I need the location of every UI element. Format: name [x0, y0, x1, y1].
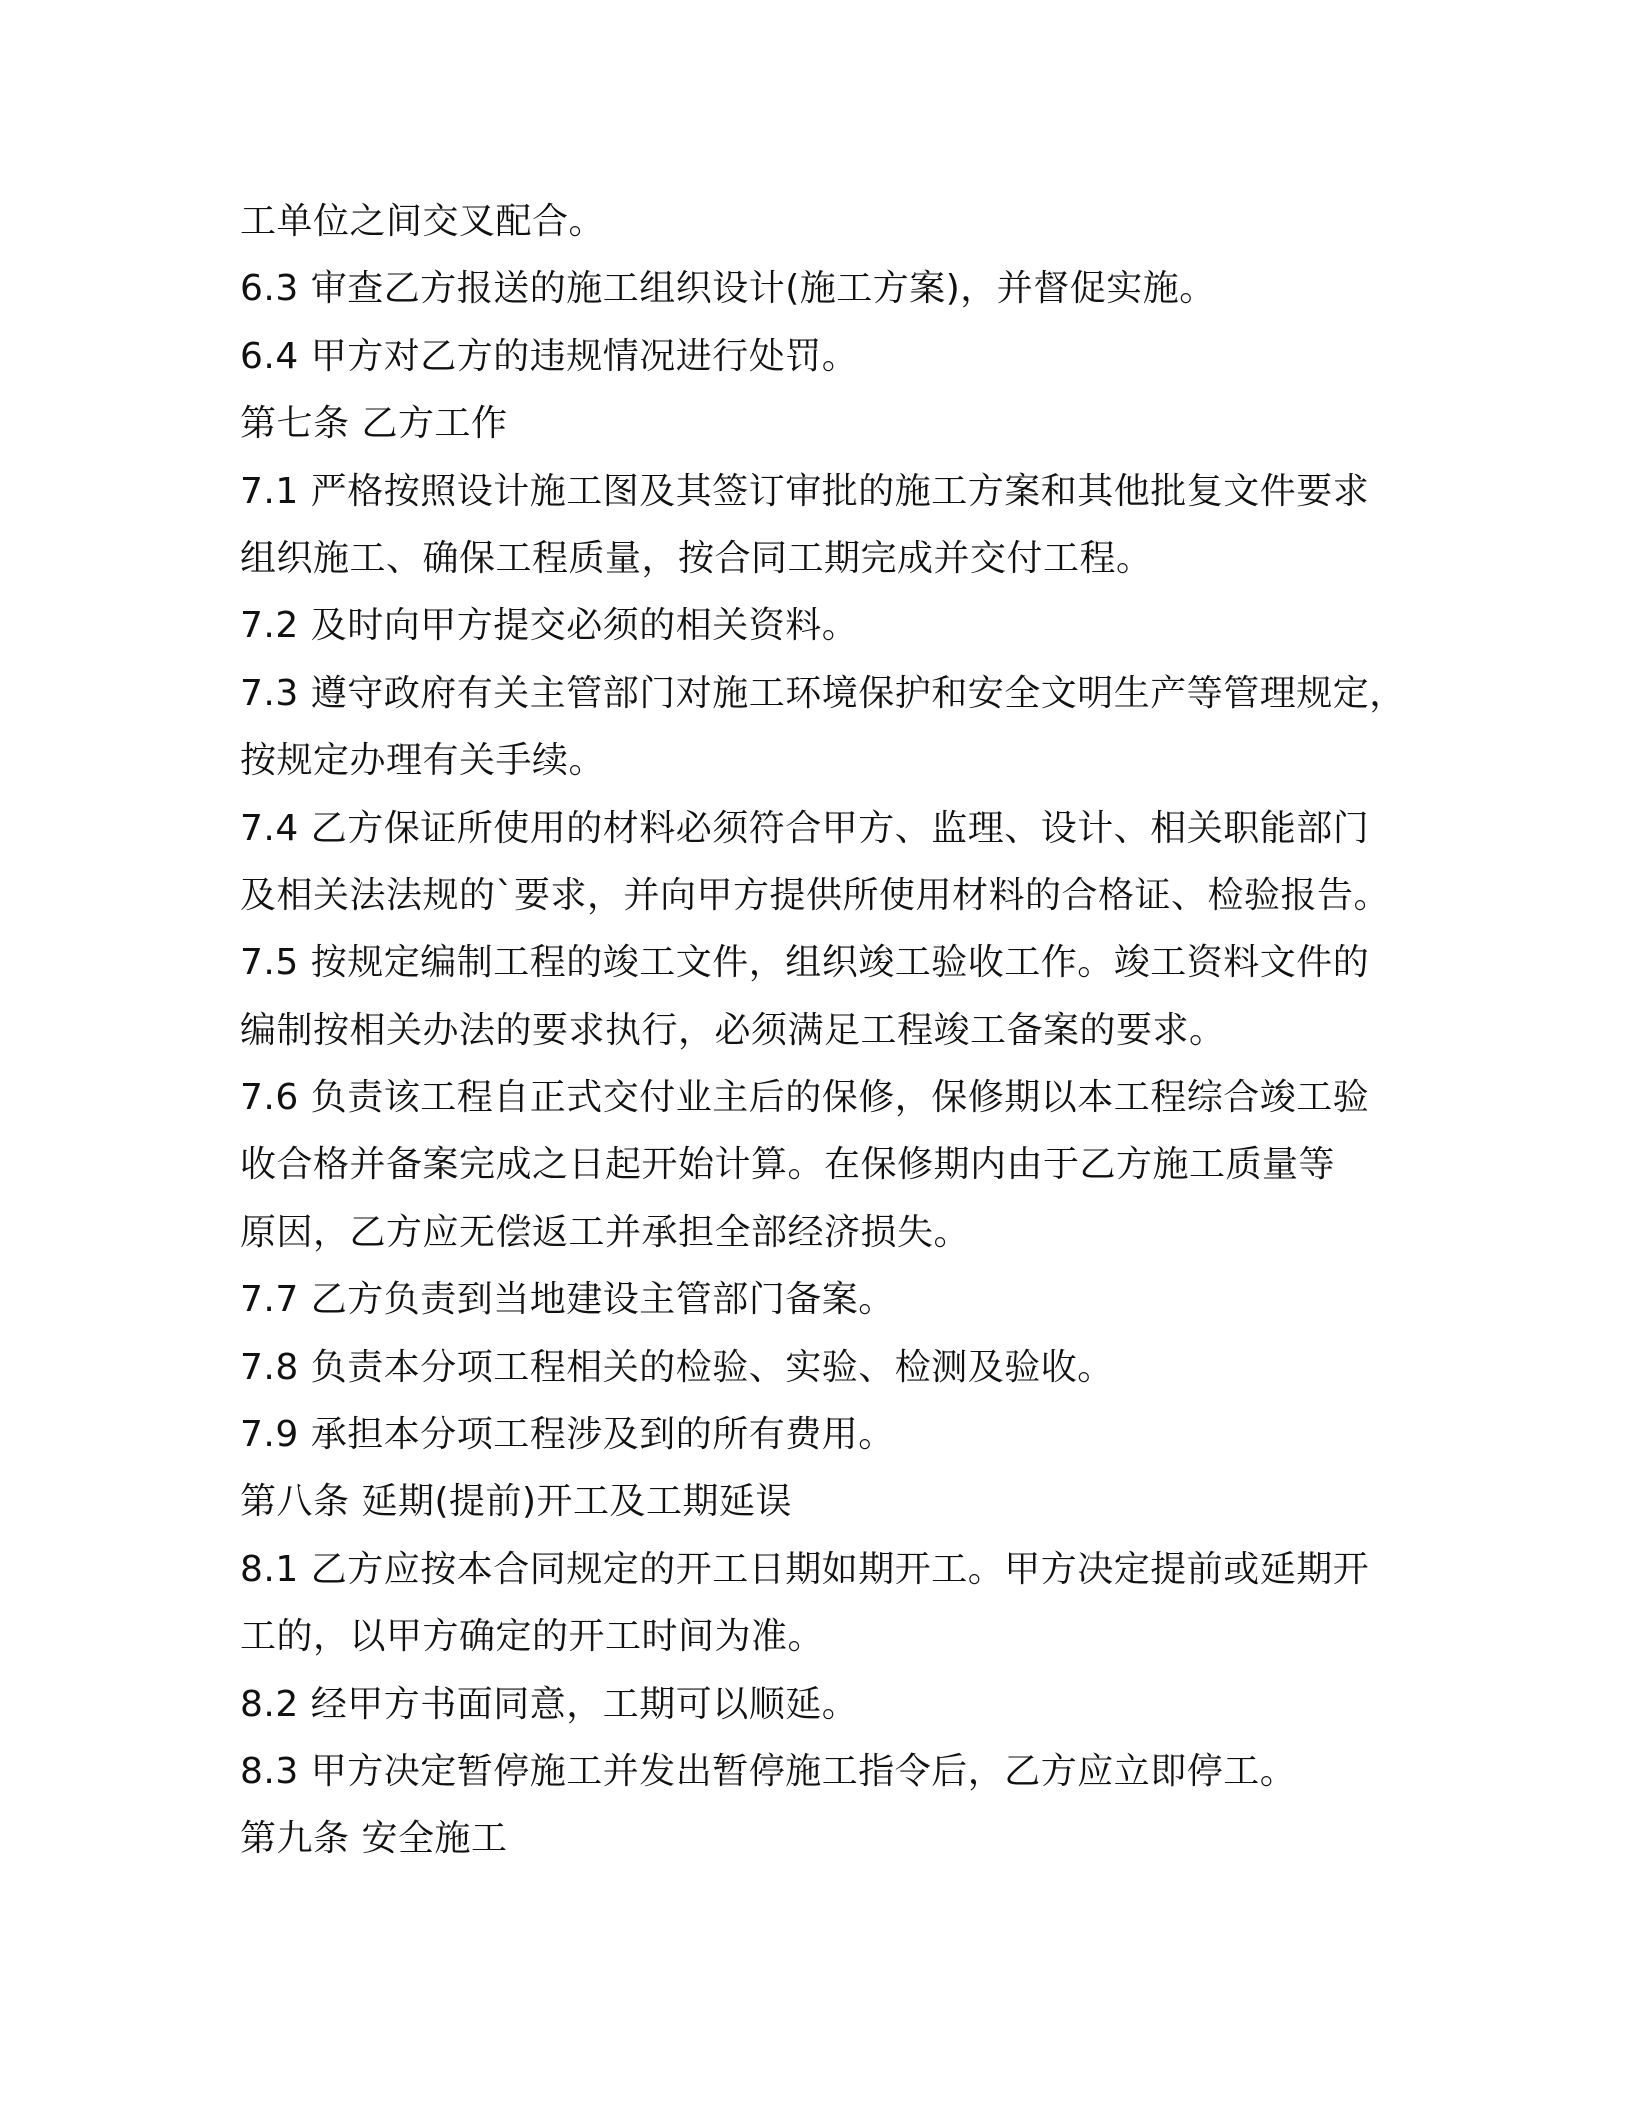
text-line: 7.2 及时向甲方提交必须的相关资料。 [240, 605, 859, 647]
text-line: 编制按相关办法的要求执行，必须满足工程竣工备案的要求。 [240, 1009, 1226, 1051]
text-line: 7.6 负责该工程自正式交付业主后的保修，保修期以本工程综合竣工验 [240, 1077, 1370, 1119]
text-line: 8.1 乙方应按本合同规定的开工日期如期开工。甲方决定提前或延期开 [240, 1548, 1370, 1590]
text-line: 7.3 遵守政府有关主管部门对施工环境保护和安全文明生产等管理规定， [240, 672, 1406, 714]
section-heading: 第八条 延期(提前)开工及工期延误 [240, 1481, 793, 1523]
text-line: 按规定办理有关手续。 [240, 740, 606, 782]
text-line: 7.4 乙方保证所使用的材料必须符合甲方、监理、设计、相关职能部门 [240, 807, 1370, 849]
text-line: 7.9 承担本分项工程涉及到的所有费用。 [240, 1414, 895, 1456]
text-line: 收合格并备案完成之日起开始计算。在保修期内由于乙方施工质量等 [240, 1144, 1336, 1186]
text-line: 6.4 甲方对乙方的违规情况进行处罚。 [240, 335, 859, 377]
section-heading: 第九条 安全施工 [240, 1818, 508, 1860]
text-line: 6.3 审查乙方报送的施工组织设计(施工方案)，并督促实施。 [240, 268, 1216, 310]
text-line: 8.3 甲方决定暂停施工并发出暂停施工指令后，乙方应立即停工。 [240, 1750, 1297, 1792]
text-line: 8.2 经甲方书面同意，工期可以顺延。 [240, 1683, 859, 1725]
text-line: 原因，乙方应无偿返工并承担全部经济损失。 [240, 1211, 971, 1253]
text-line: 7.8 负责本分项工程相关的检验、实验、检测及验收。 [240, 1346, 1114, 1388]
document-body [240, 188, 1460, 1873]
section-heading: 第七条 乙方工作 [240, 403, 508, 445]
text-line: 组织施工、确保工程质量，按合同工期完成并交付工程。 [240, 537, 1153, 579]
text-line: 工的，以甲方确定的开工时间为准。 [240, 1616, 825, 1658]
text-line: 7.7 乙方负责到当地建设主管部门备案。 [240, 1279, 895, 1321]
text-line: 工单位之间交叉配合。 [240, 201, 606, 242]
text-line: 7.1 严格按照设计施工图及其签订审批的施工方案和其他批复文件要求 [240, 470, 1370, 512]
text-line: 及相关法法规的`要求，并向甲方提供所使用材料的合格证、检验报告。 [240, 874, 1391, 916]
text-line: 7.5 按规定编制工程的竣工文件，组织竣工验收工作。竣工资料文件的 [240, 942, 1370, 984]
